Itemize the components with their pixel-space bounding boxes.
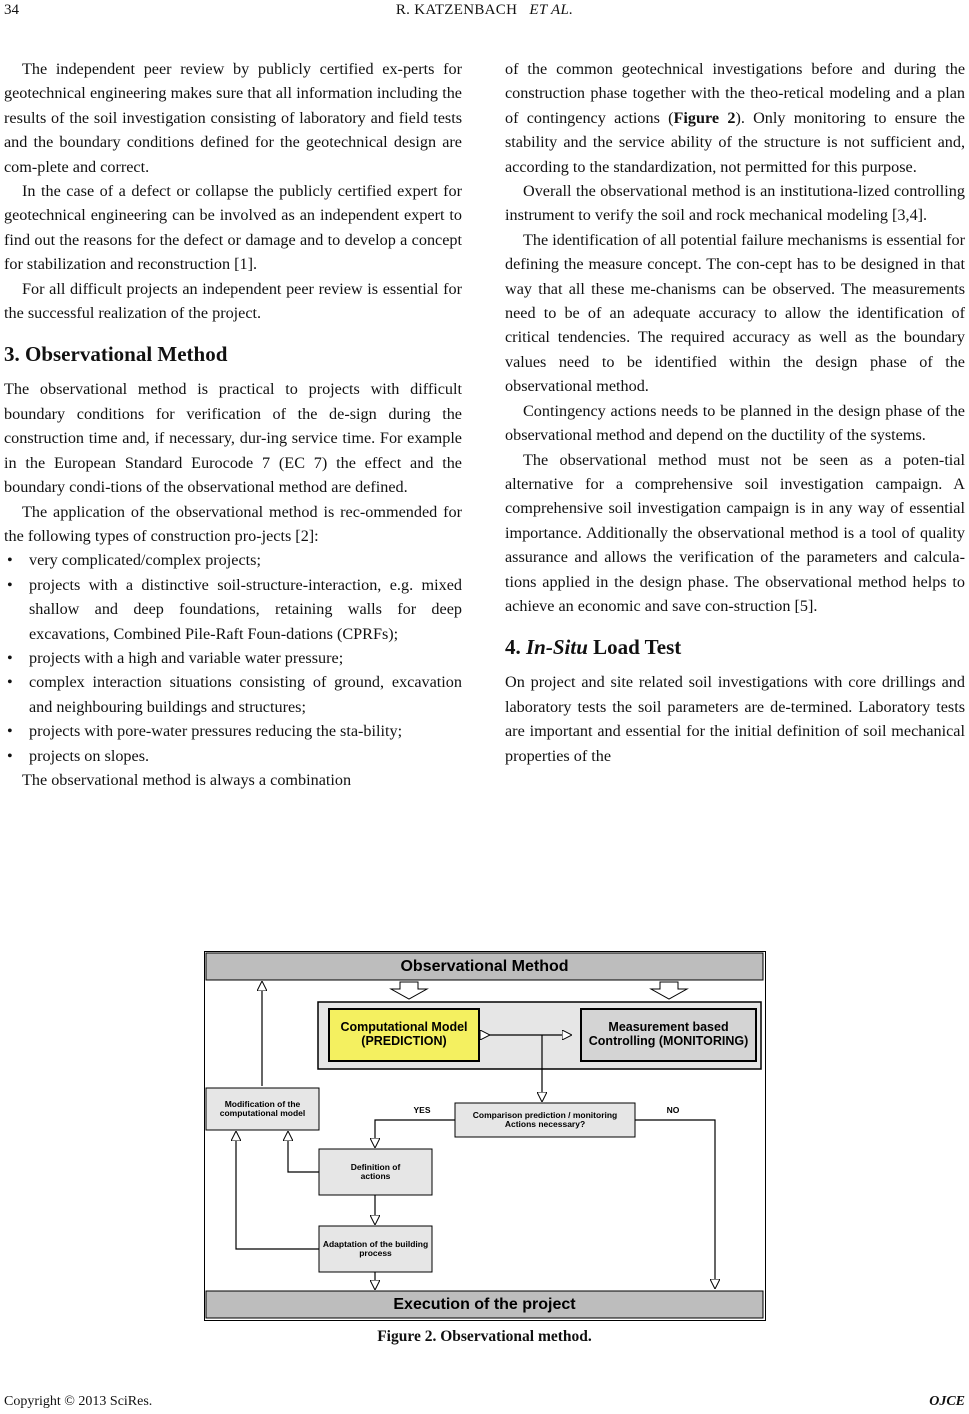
paragraph: The observational method must not be seen as a poten-tial alternative for a comprehensive soil investigation campaign. A comprehensive soil investigation campaign is in any way of essential importance. Additionally the observational method is a tool of quality assurance and allows the verification of the parameters and calcula-tions applied in the design phase. The observational method helps to achieve an economic and save con-struction [5]. — [505, 450, 965, 615]
running-head — [0, 2, 969, 19]
paragraph: Contingency actions needs to be planned in the design phase of the observational method and depend on the ductility of the systems. — [505, 401, 965, 445]
yes-label: YES — [413, 1105, 431, 1116]
paragraph: In the case of a defect or collapse the publicly certified expert for geotechnical engineering can be involved as an independent expert to find out the reasons for the defect or damage and to develop a concept for stabilization and reconstruction [1]. — [4, 182, 462, 274]
list-item-text: projects with pore-water pressures reducing the sta-bility; — [29, 722, 403, 741]
bullet-icon: • — [7, 551, 13, 570]
computational-model-label: Computational Model (PREDICTION) — [340, 1020, 468, 1048]
bullet-icon: • — [7, 722, 13, 741]
right-column — [505, 57, 965, 768]
paragraph: Overall the observational method is an institutiona-lized controlling instrument to verify the soil and rock mechanical modeling [3,4]. — [505, 182, 965, 225]
list-item — [4, 573, 462, 646]
bullet-icon: • — [7, 673, 13, 692]
bottom-banner-label: Execution of the project — [393, 1295, 576, 1313]
section-heading-observational-method: 3. Observational Method — [4, 342, 228, 367]
list-item — [4, 646, 462, 670]
list-item-text: projects with a high and variable water pressure; — [29, 648, 344, 667]
copyright-notice: Copyright © 2013 SciRes. — [4, 1394, 153, 1409]
modification-model-label: Modification of the computational model — [219, 1098, 306, 1118]
bullet-icon: • — [7, 648, 13, 667]
top-banner-label: Observational Method — [400, 957, 569, 975]
list-item — [4, 670, 462, 719]
paragraph: The observational method is always a combination — [22, 770, 352, 789]
section-title: Load Test — [593, 635, 682, 660]
paragraph: For all difficult projects an independent peer review is essential for the successful realization of the project. — [4, 279, 462, 323]
running-head-authors: R. KATZENBACH — [395, 2, 518, 18]
measurement-controlling-label: Measurement based Controlling (MONITORING) — [588, 1020, 749, 1048]
list-item — [4, 719, 462, 743]
paragraph: On project and site related soil investigations with core drillings and laboratory tests the soil parameters are de-termined. Laboratory tests are important and essential for the initial definition of soil mechanical properties of the — [505, 673, 965, 765]
page-number: 34 — [4, 2, 19, 18]
paragraph: The independent peer review by publicly certified ex-perts for geotechnical engineering makes sure that all information including the results of the soil investigation consisting of laboratory and field tests and the boundary conditions defined for the geotechnical design are com-plete and correct. — [4, 60, 462, 176]
left-column — [4, 57, 462, 792]
list-item-text: very complicated/complex projects; — [29, 551, 261, 570]
section-heading-in-situ-load-test — [505, 634, 965, 660]
section-title-italic: In-Situ — [526, 635, 588, 660]
running-head-et-al: ET AL. — [529, 2, 574, 18]
paragraph-text: of the common geotechnical investigations before and during the construction phase together with the theo-retical modeling and a plan of contingency actions ( — [505, 60, 965, 127]
list-item-text: complex interaction situations consisting of ground, excavation and neighbouring buildings and structures; — [29, 673, 462, 716]
journal-abbreviation: OJCE — [929, 1394, 965, 1409]
figure-reference-link[interactable]: Figure 2 — [673, 108, 736, 127]
comparison-decision-label: Comparison prediction / monitoring Actions necessary? — [472, 1109, 618, 1129]
definition-actions-label: Definition of actions — [350, 1161, 401, 1181]
list-item — [4, 744, 462, 768]
paragraph: The observational method is practical to projects with difficult boundary conditions for verification of the de-sign during the construction time and, if necessary, dur-ing service time. For example in the European Standard Eurocode 7 (EC 7) the effect and the boundary condi-tions of the observational method are defined. — [4, 380, 462, 497]
no-label: NO — [666, 1105, 680, 1116]
list-item-text: projects on slopes. — [29, 746, 150, 765]
list-item — [4, 548, 462, 572]
paragraph — [505, 57, 965, 179]
bullet-icon: • — [7, 746, 13, 765]
paragraph: The application of the observational method is rec-ommended for the following types of construction pro-jects [2]: — [4, 502, 462, 545]
bullet-icon: • — [7, 575, 13, 594]
list-item-text: projects with a distinctive soil-structure-interaction, e.g. mixed shallow and deep foundations, retaining walls for deep excavations, Combined Pile-Raft Foun-dations (CPRFs); — [29, 575, 462, 643]
paragraph-text: ). Only monitoring to ensure the stability and the service ability of the structure is not sufficient and, according to the standardization, not permitted for this purpose. — [505, 108, 965, 176]
project-type-list — [4, 548, 462, 768]
observational-method-flowchart — [204, 951, 766, 1321]
section-number: 4. — [505, 635, 521, 660]
figure-caption: Figure 2. Observational method. — [377, 1328, 592, 1345]
paragraph: The identification of all potential failure mechanisms is essential for defining the measure concept. The con-cept has to be designed in that way that all these me-chanisms can be observed. The measurements need to be of an adequate accuracy to allow the identification of critical tendencies. The required accuracy as well as the boundary values need to be identified within the design phase of the observational method. — [505, 230, 965, 396]
adaptation-process-label: Adaptation of the building process — [322, 1238, 429, 1258]
